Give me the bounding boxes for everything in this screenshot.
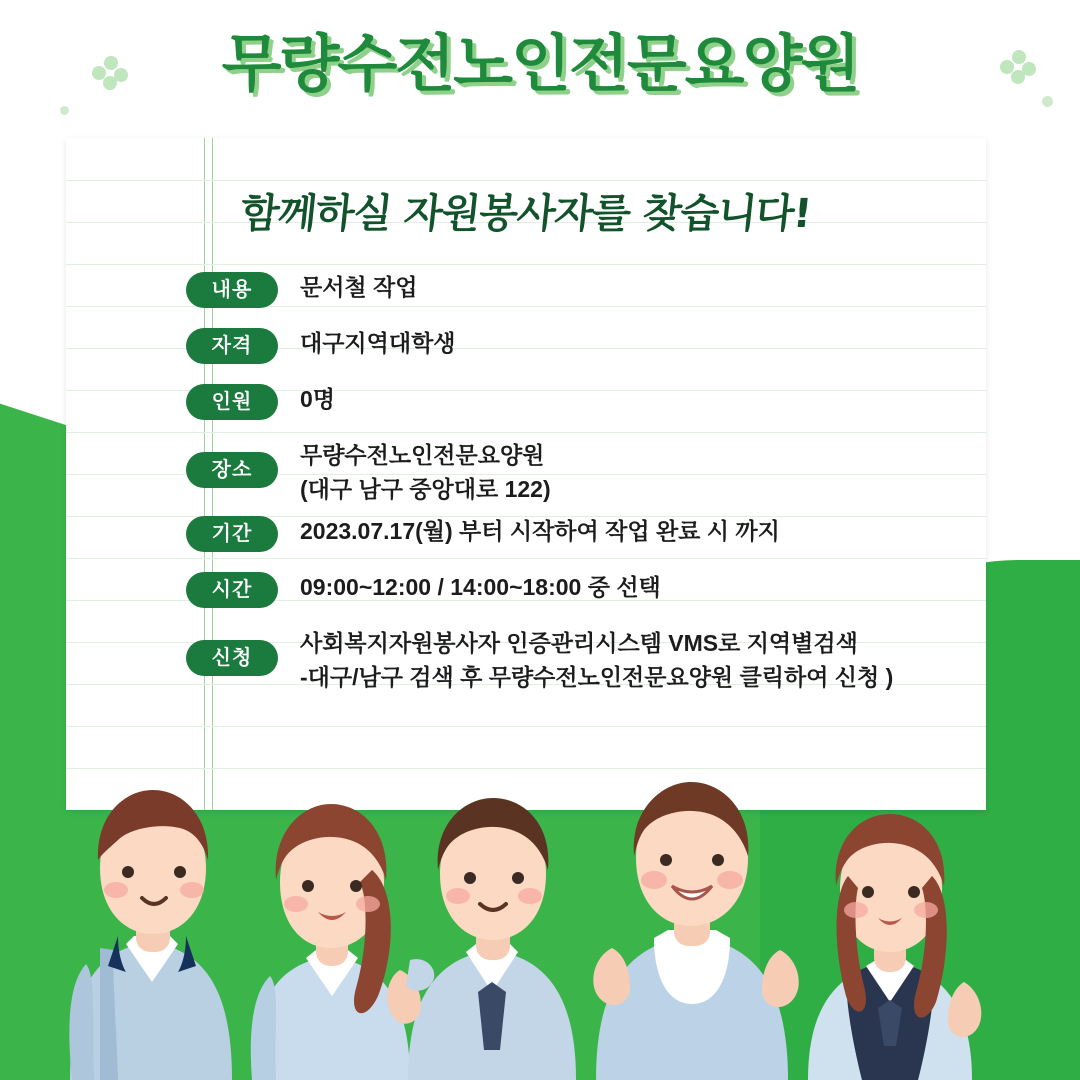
list-item xyxy=(186,270,976,308)
person-4 xyxy=(593,782,798,1080)
field-label-place: 장소 xyxy=(186,452,278,488)
field-value-line: -대구/남구 검색 후 무량수전노인전문요양원 클릭하여 신청 ) xyxy=(300,664,894,690)
info-list xyxy=(186,270,976,712)
note-rule xyxy=(66,180,986,181)
person-5 xyxy=(808,814,981,1080)
list-item xyxy=(186,570,976,608)
field-value-line: 무량수전노인전문요양원 xyxy=(300,442,545,468)
field-value-qualification xyxy=(300,326,456,360)
list-item xyxy=(186,626,976,694)
field-value-period xyxy=(300,514,780,548)
field-label-qualification: 자격 xyxy=(186,328,278,364)
person-3 xyxy=(387,798,576,1080)
field-value-line: 09:00~12:00 / 14:00~18:00 중 선택 xyxy=(300,574,661,600)
page-title: 무량수전노인전문요양원 xyxy=(221,27,859,100)
field-value-line: 0명 xyxy=(300,386,336,412)
list-item xyxy=(186,438,976,506)
list-item xyxy=(186,326,976,364)
note-card xyxy=(66,138,986,810)
field-value-line: 사회복지자원봉사자 인증관리시스템 VMS로 지역별검색 xyxy=(300,630,858,656)
headline-text: 함께하실 자원봉사자를 찾습니다! xyxy=(238,191,814,237)
field-label-content: 내용 xyxy=(186,272,278,308)
field-label-headcount: 인원 xyxy=(186,384,278,420)
list-item xyxy=(186,514,976,552)
field-label-apply: 신청 xyxy=(186,640,278,676)
field-label-time: 시간 xyxy=(186,572,278,608)
field-value-line: 대구지역대학생 xyxy=(300,330,456,356)
field-value-place xyxy=(300,438,551,506)
field-value-line: (대구 남구 중앙대로 122) xyxy=(300,476,551,502)
field-value-apply xyxy=(300,626,893,694)
decorative-dot-2 xyxy=(60,106,69,115)
person-1 xyxy=(69,790,232,1080)
students-illustration xyxy=(0,720,1080,1080)
field-value-line: 문서철 작업 xyxy=(300,274,418,300)
field-value-headcount xyxy=(300,382,335,416)
field-value-line: 2023.07.17(월) 부터 시작하여 작업 완료 시 까지 xyxy=(300,518,780,544)
person-2 xyxy=(251,804,410,1080)
list-item xyxy=(186,382,976,420)
field-label-period: 기간 xyxy=(186,516,278,552)
field-value-time xyxy=(300,570,661,604)
poster-title-area xyxy=(0,14,1080,103)
note-rule xyxy=(66,264,986,265)
field-value-content xyxy=(300,270,417,304)
